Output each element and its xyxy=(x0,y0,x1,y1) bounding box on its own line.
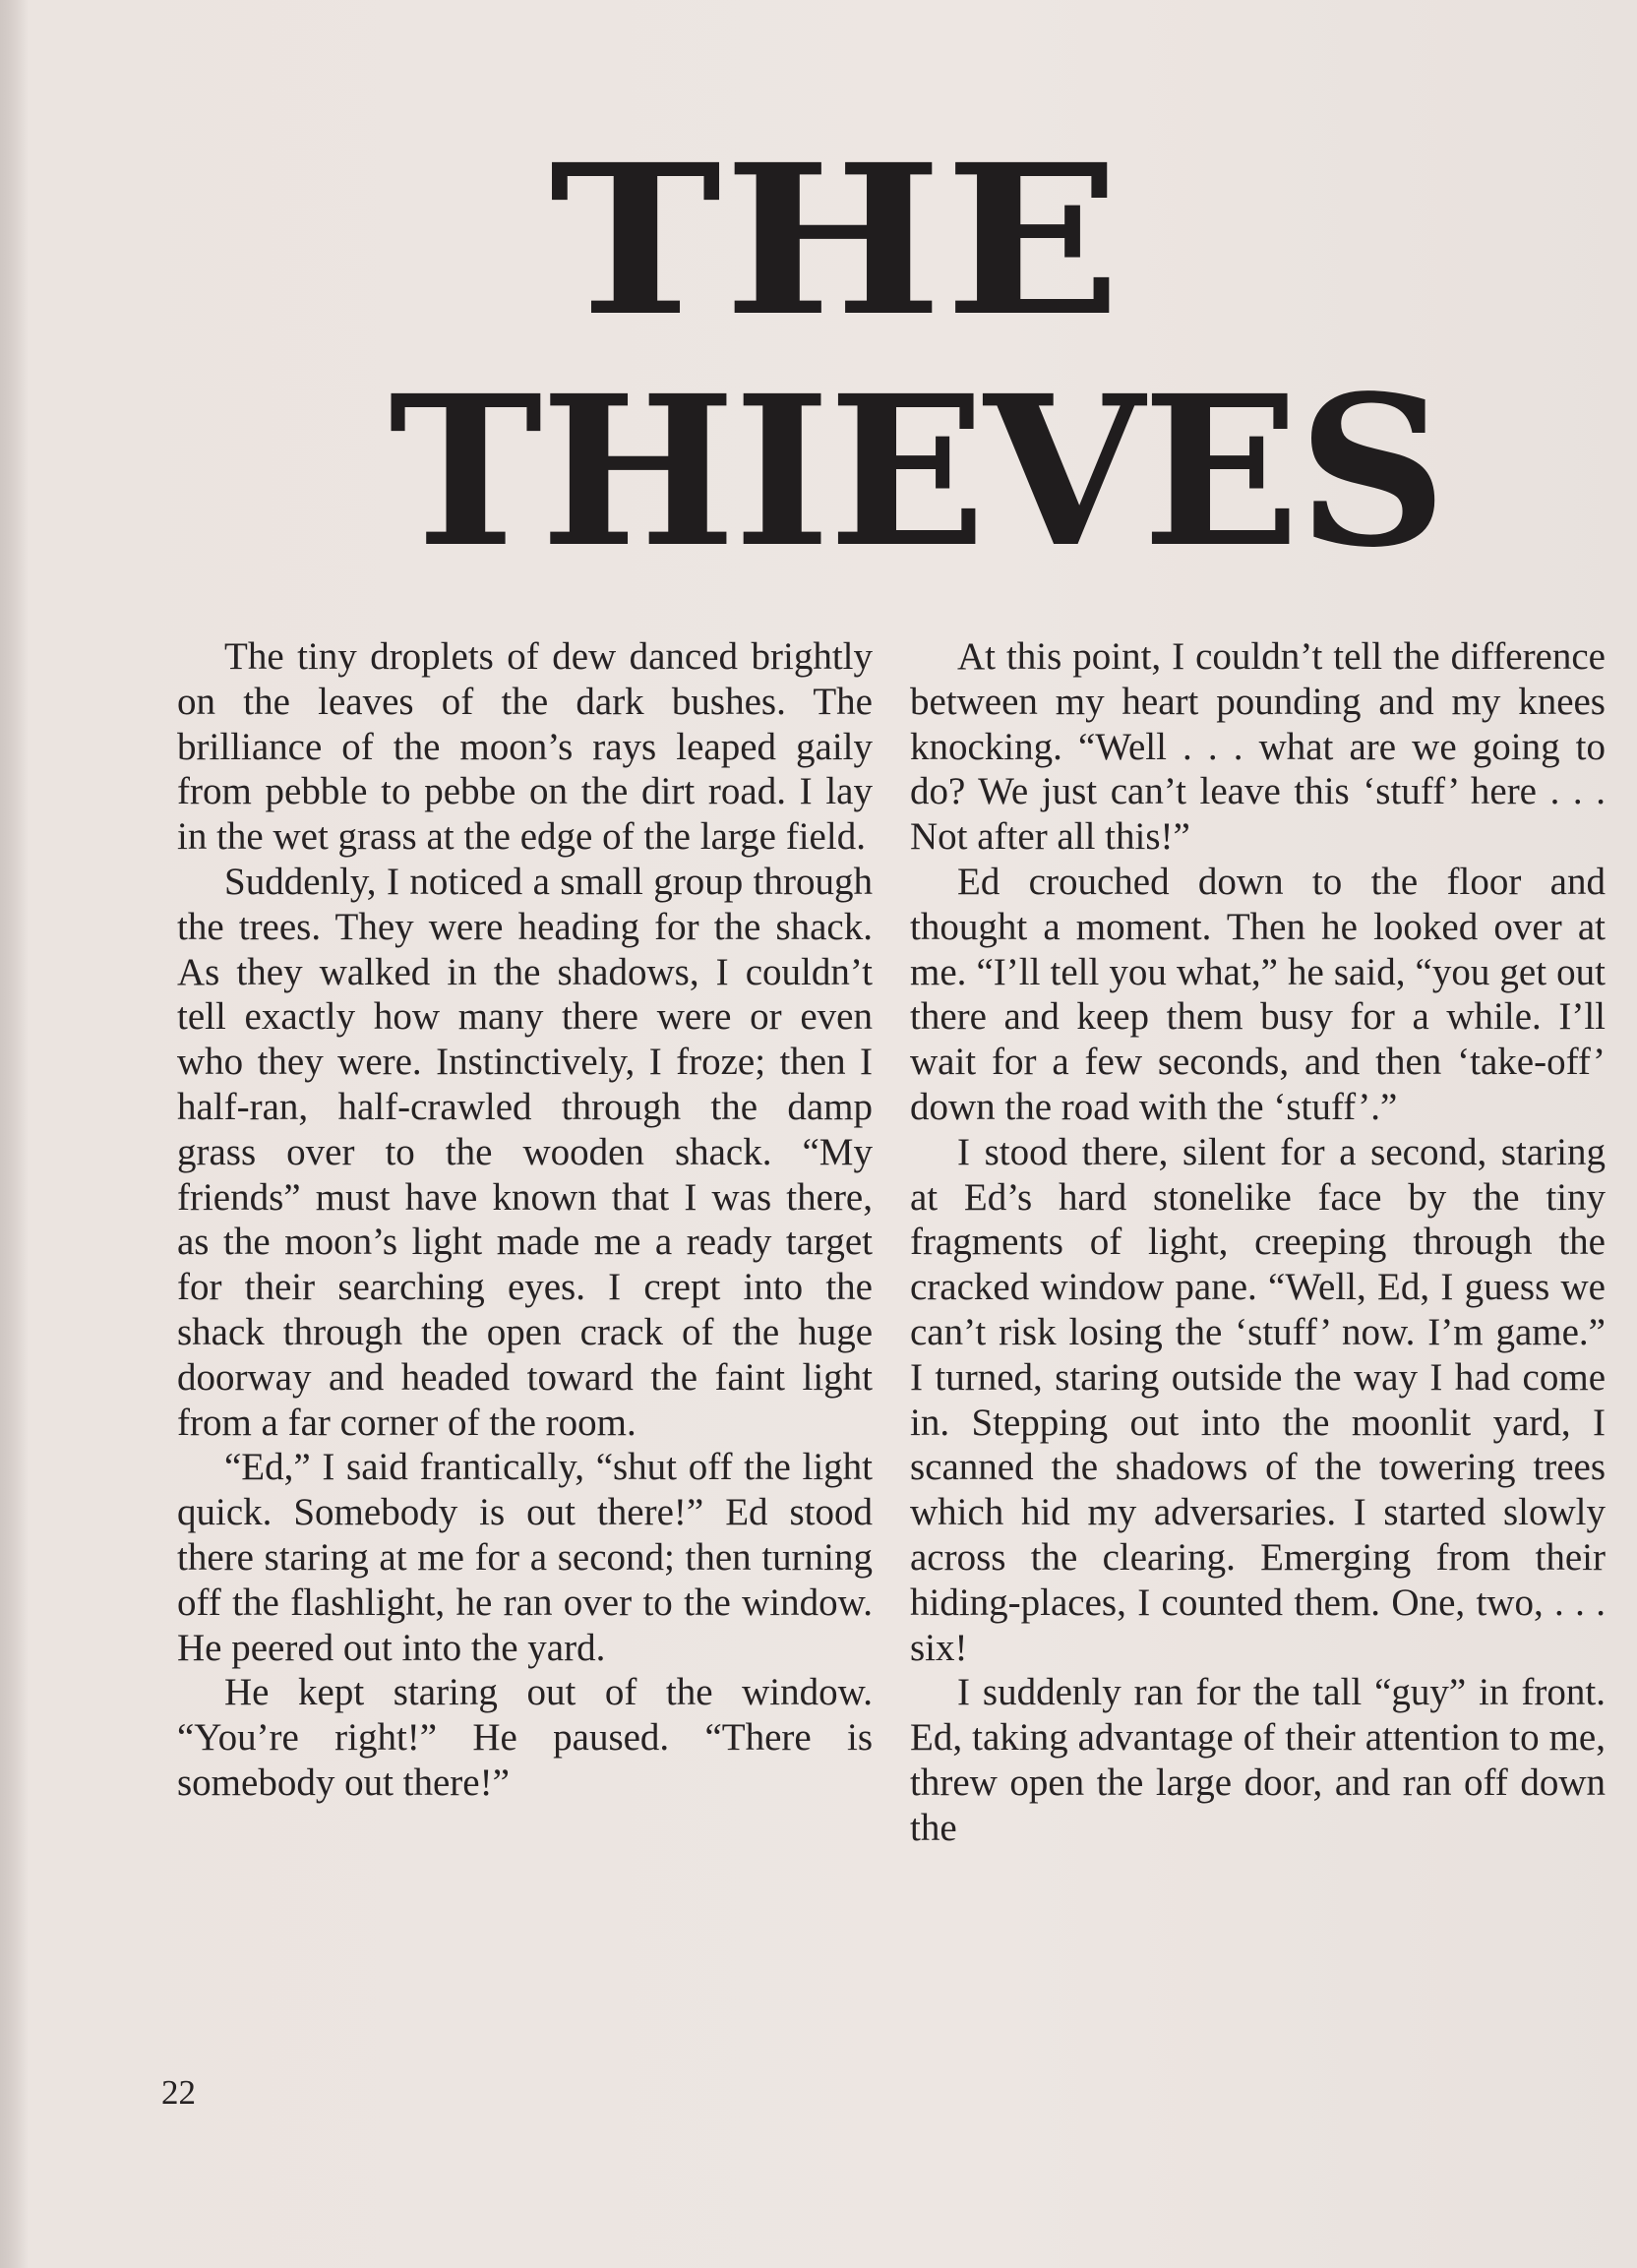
title-line-2: THIEVES xyxy=(389,350,1445,593)
page-number: 22 xyxy=(161,2073,196,2112)
paragraph: He kept staring out of the window. “You’re right!” He paused. “There is somebody out there!” xyxy=(177,1671,873,1804)
right-text-column xyxy=(910,634,1606,1851)
paragraph: At this point, I couldn’t tell the difference between my heart pounding and my knees knocking. “Well . . . what are we going to do? We just can’t leave this ‘stuff’ here . . . Not after all this!” xyxy=(910,635,1606,859)
paragraph: The tiny droplets of dew danced brightly on the leaves of the dark bushes. The brilliance of the moon’s rays leaped gaily from pebble to pebbe on the dirt road. I lay in the wet grass at the edge of the large field. xyxy=(177,635,873,859)
paragraph: I suddenly ran for the tall “guy” in front. Ed, taking advantage of their attention to me, threw open the large door, and ran off down the xyxy=(910,1671,1606,1849)
paragraph: “Ed,” I said frantically, “shut off the light quick. Somebody is out there!” Ed stood there staring at me for a second; then turning off the flashlight, he ran over to the window. He peered out into the yard. xyxy=(177,1446,873,1669)
paragraph: Ed crouched down to the floor and thought a moment. Then he looked over at me. “I’ll tell you what,” he said, “you get out there and keep them busy for a while. I’ll wait for a few seconds, and then ‘take-off’ down the road with the ‘stuff’.” xyxy=(910,860,1606,1128)
title-line-1: THE xyxy=(549,119,1123,362)
paragraph: I stood there, silent for a second, staring at Ed’s hard stonelike face by the tiny fragments of light, creeping through the cracked window pane. “Well, Ed, I guess we can’t risk losing the ‘stuff’ now. I’m game.” I turned, staring outside the way I had come in. Stepping out into the moonlit yard, I scanned the shadows of the towering trees which hid my adversaries. I started slowly across the clearing. Emerging from their hiding-places, I counted them. One, two, . . . six! xyxy=(910,1130,1606,1669)
paragraph: Suddenly, I noticed a small group through the trees. They were heading for the shack. As they walked in the shadows, I couldn’t tell exactly how many there were or even who they were. Instinctively, I froze; then I half-ran, half-crawled through the damp grass over to the wooden shack. “My friends” must have known that I was there, as the moon’s light made me a ready target for their searching eyes. I crept into the shack through the open crack of the huge doorway and headed toward the faint light from a far corner of the room. xyxy=(177,860,873,1444)
left-text-column xyxy=(177,634,873,1806)
